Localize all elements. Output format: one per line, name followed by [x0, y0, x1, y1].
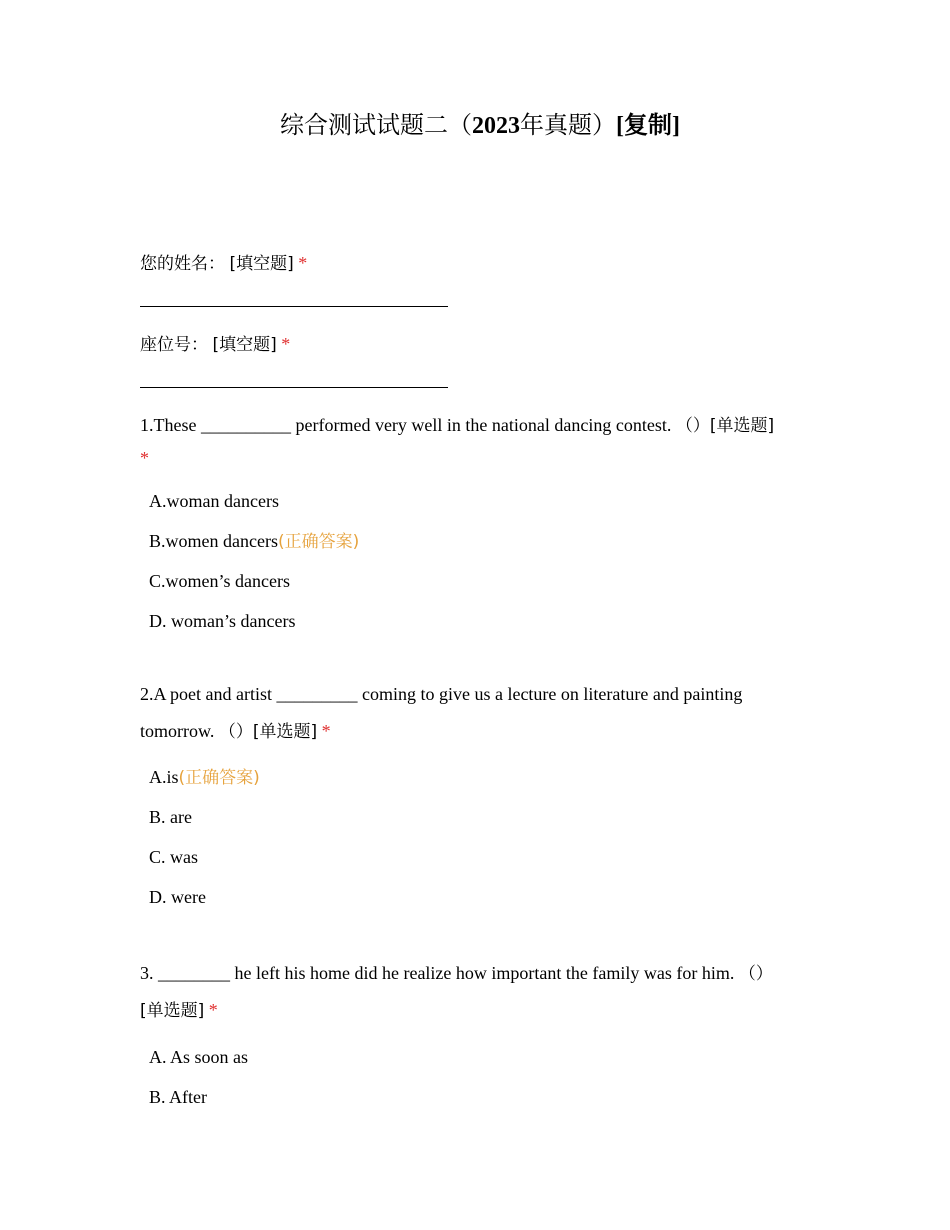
question-2-text: 2.A poet and artist _________ coming to give us a lecture on literature and painting [140, 684, 743, 704]
name-type: [填空题] [229, 254, 294, 274]
question-1-text: 1.These __________ performed very well in the national dancing contest. [140, 415, 672, 435]
question-3 [140, 955, 820, 993]
question-3-type: [单选题] [140, 1001, 205, 1021]
question-3-paren: （） [738, 964, 773, 984]
page-title [0, 108, 950, 144]
question-1-option-d[interactable]: D. woman’s dancers [149, 611, 296, 631]
required-mark: * [208, 1000, 218, 1020]
question-2-cont [140, 713, 820, 751]
question-2-type: （）[单选题] [218, 722, 318, 742]
name-label: 您的姓名： [140, 254, 225, 274]
question-1-option-c[interactable]: C.women’s dancers [149, 571, 290, 591]
question-2 [140, 676, 820, 713]
question-3-option-a[interactable]: A. As soon as [149, 1047, 249, 1067]
question-2-option-d[interactable]: D. were [149, 887, 206, 907]
seat-label: 座位号： [140, 335, 208, 355]
seat-type: [填空题] [212, 335, 277, 355]
title-copy: [复制] [616, 113, 680, 139]
question-3-cont [140, 992, 820, 1030]
question-2-option-a[interactable]: A.is(正确答案) [149, 767, 260, 788]
seat-input[interactable] [140, 387, 448, 388]
name-input[interactable] [140, 306, 448, 307]
correct-answer-tag: (正确答案) [277, 532, 360, 552]
required-mark: * [321, 721, 331, 741]
seat-field-label [140, 326, 820, 364]
question-3-text: 3. ________ he left his home did he realize how important the family was for him. [140, 963, 735, 983]
question-1-type: （）[单选题] [675, 416, 775, 436]
question-1-option-a[interactable]: A.woman dancers [149, 491, 279, 511]
name-field-label [140, 245, 820, 283]
title-mid: 年真题） [520, 113, 616, 139]
correct-answer-tag: (正确答案) [178, 768, 260, 788]
question-3-option-b[interactable]: B. After [149, 1087, 207, 1107]
required-mark: * [140, 448, 149, 468]
required-mark: * [298, 253, 308, 273]
question-1-option-b[interactable]: B.women dancers(正确答案) [149, 531, 360, 552]
question-2-text-cont: tomorrow. [140, 721, 215, 741]
title-year: 2023 [472, 113, 520, 139]
question-2-option-c[interactable]: C. was [149, 847, 198, 867]
required-mark: * [281, 334, 291, 354]
question-2-option-b[interactable]: B. are [149, 807, 192, 827]
question-1-required [140, 440, 820, 477]
title-prefix: 综合测试试题二（ [280, 113, 472, 139]
